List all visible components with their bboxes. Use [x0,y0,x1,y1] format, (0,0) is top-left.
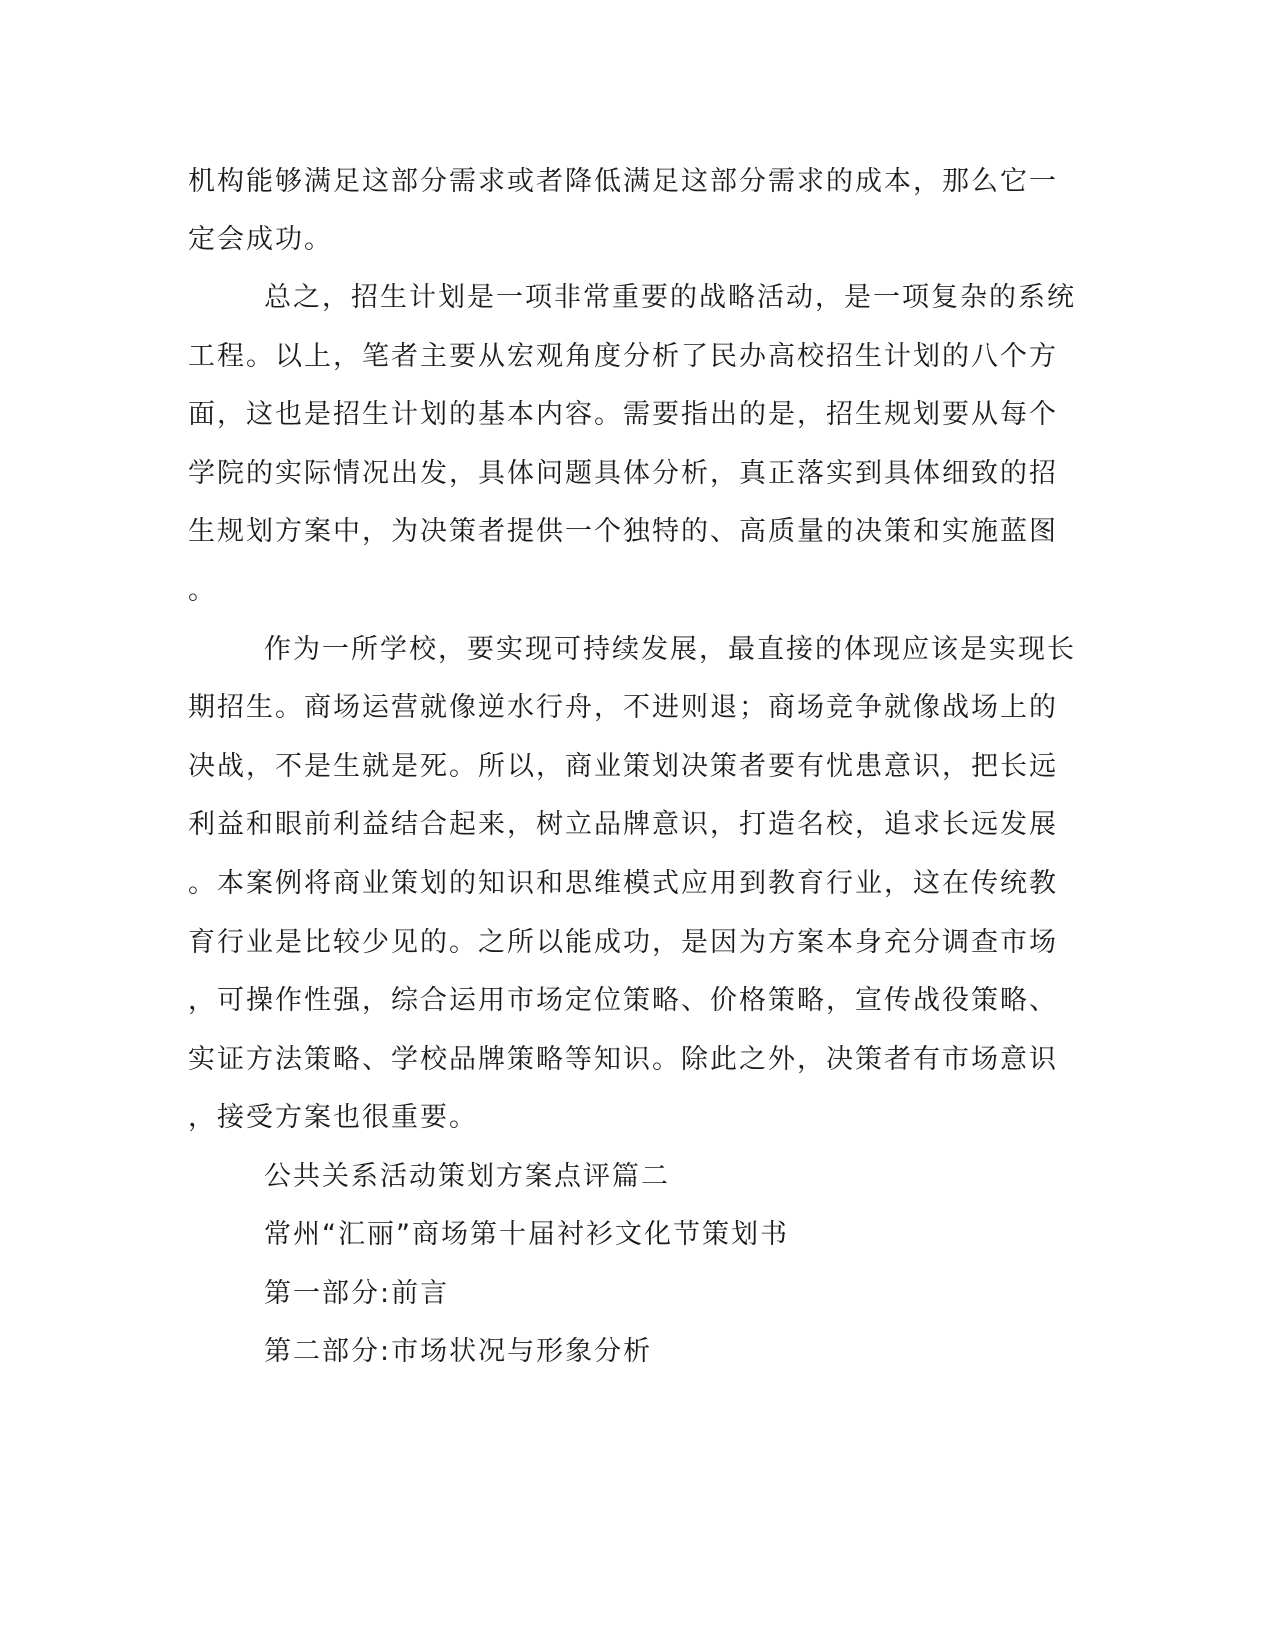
part-1-heading: 第一部分:前言 [264,1278,450,1309]
plan-title: 常州“汇丽”商场第十届衬衫文化节策划书 [264,1219,789,1250]
paragraph-3-line-3: 决战，不是生就是死。所以，商业策划决策者要有忧患意识，把长远 [188,751,1058,782]
paragraph-2-line-4: 学院的实际情况出发，具体问题具体分析，真正落实到具体细致的招 [188,458,1058,489]
paragraph-2-line-1: 总之，招生计划是一项非常重要的战略活动，是一项复杂的系统 [264,282,1076,313]
paragraph-3-line-8: 实证方法策略、学校品牌策略等知识。除此之外，决策者有市场意识 [188,1044,1058,1075]
paragraph-3-line-2: 期招生。商场运营就像逆水行舟，不进则退；商场竞争就像战场上的 [188,692,1058,723]
paragraph-2-line-5: 生规划方案中，为决策者提供一个独特的、高质量的决策和实施蓝图 [188,516,1058,547]
paragraph-2-line-2: 工程。以上，笔者主要从宏观角度分析了民办高校招生计划的八个方 [188,341,1058,372]
section-title: 公共关系活动策划方案点评篇二 [264,1161,670,1192]
paragraph-3-line-4: 利益和眼前利益结合起来，树立品牌意识，打造名校，追求长远发展 [188,809,1058,840]
paragraph-2-line-6: 。 [188,575,217,606]
paragraph-1-line-1: 机构能够满足这部分需求或者降低满足这部分需求的成本，那么它一 [188,166,1058,197]
paragraph-3-line-1: 作为一所学校，要实现可持续发展，最直接的体现应该是实现长 [264,634,1076,665]
paragraph-3-line-6: 育行业是比较少见的。之所以能成功，是因为方案本身充分调查市场 [188,927,1058,958]
paragraph-2-line-3: 面，这也是招生计划的基本内容。需要指出的是，招生规划要从每个 [188,399,1058,430]
paragraph-3-line-9: ，接受方案也很重要。 [188,1102,478,1133]
paragraph-1-line-2: 定会成功。 [188,224,333,255]
paragraph-3-line-7: ，可操作性强，综合运用市场定位策略、价格策略，宣传战役策略、 [188,985,1058,1016]
paragraph-3-line-5: 。本案例将商业策划的知识和思维模式应用到教育行业，这在传统教 [188,868,1058,899]
part-2-heading: 第二部分:市场状况与形象分析 [264,1336,653,1367]
